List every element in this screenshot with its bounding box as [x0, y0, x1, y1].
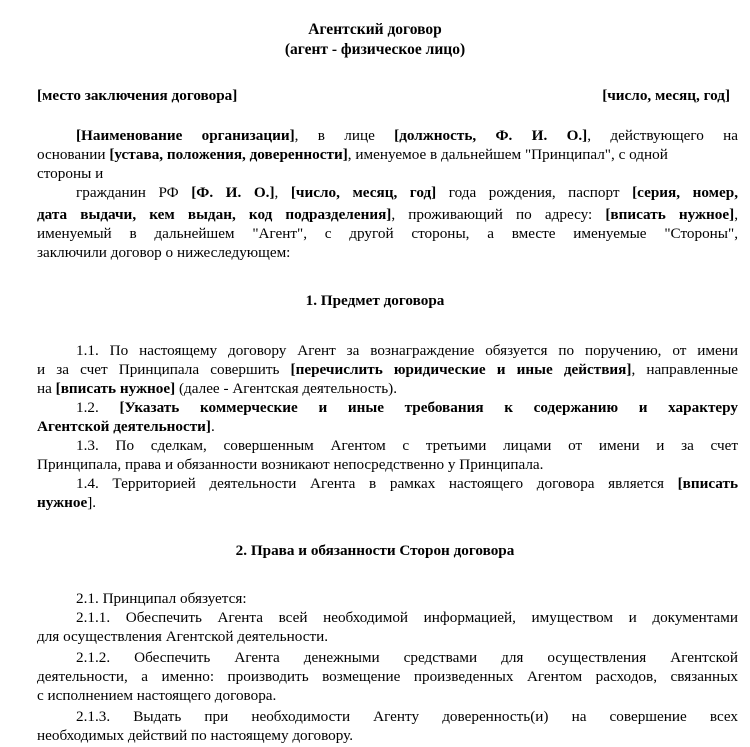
- paragraph-line: Агентской деятельности].: [37, 418, 215, 435]
- paragraph-line: 2.1.3. Выдать при необходимости Агенту доверенность(и) на совершение всех: [76, 708, 738, 725]
- paragraph-line: для осуществления Агентской деятельности.: [37, 628, 329, 645]
- paragraph-line: нужное].: [37, 494, 97, 511]
- intro-line: именуемый в дальнейшем "Агент", с другой стороны, а вместе именуемые "Стороны",: [37, 225, 738, 242]
- paragraph-line: Принципала, права и обязанности возникают непосредственно у Принципала.: [37, 456, 544, 473]
- section-heading: 1. Предмет договора: [305, 292, 445, 309]
- paragraph-line: 1.3. По сделкам, совершенным Агентом с третьими лицами от имени и за счет: [76, 437, 738, 454]
- paragraph-line: необходимых действий по настоящему договору.: [37, 727, 354, 744]
- paragraph-line: на [вписать нужное] (далее - Агентская деятельность).: [37, 380, 398, 397]
- paragraph-line: и за счет Принципала совершить [перечислить юридические и иные действия], направленные: [37, 361, 739, 378]
- contract-date: [число, месяц, год]: [602, 87, 730, 104]
- intro-line: гражданин РФ [Ф. И. О.], [число, месяц, год] года рождения, паспорт [серия, номер,: [76, 184, 738, 201]
- place-date-row: [37, 87, 730, 105]
- paragraph-line: 1.2. [Указать коммерческие и иные требования к содержанию и характеру: [76, 399, 738, 416]
- document-title: Агентский договор: [308, 21, 442, 38]
- section-heading: 2. Права и обязанности Сторон договора: [235, 542, 515, 559]
- paragraph-line: 2.1.1. Обеспечить Агента всей необходимой информацией, имуществом и документами: [76, 609, 738, 626]
- paragraph-line: с исполнением настоящего договора.: [37, 687, 277, 704]
- document-subtitle: (агент - физическое лицо): [284, 41, 466, 58]
- paragraph-line: 2.1. Принципал обязуется:: [76, 590, 247, 607]
- contract-place: [место заключения договора]: [37, 87, 238, 104]
- paragraph-line: 1.4. Территорией деятельности Агента в рамках настоящего договора является [вписать: [76, 475, 738, 492]
- intro-line: [Наименование организации], в лице [должность, Ф. И. О.], действующего на: [76, 127, 738, 144]
- intro-line: стороны и: [37, 165, 104, 182]
- paragraph-line: деятельности, а именно: производить возмещение произведенных Агентом расходов, связанных: [37, 668, 738, 685]
- intro-line: основании [устава, положения, доверенности], именуемое в дальнейшем "Принципал", с одной: [37, 146, 668, 163]
- intro-line: заключили договор о нижеследующем:: [37, 244, 291, 261]
- paragraph-line: 2.1.2. Обеспечить Агента денежными средствами для осуществления Агентской: [76, 649, 738, 666]
- paragraph-line: 1.1. По настоящему договору Агент за вознаграждение обязуется по поручению, от имени: [76, 342, 738, 359]
- intro-line: дата выдачи, кем выдан, код подразделения], проживающий по адресу: [вписать нужное],: [37, 206, 738, 223]
